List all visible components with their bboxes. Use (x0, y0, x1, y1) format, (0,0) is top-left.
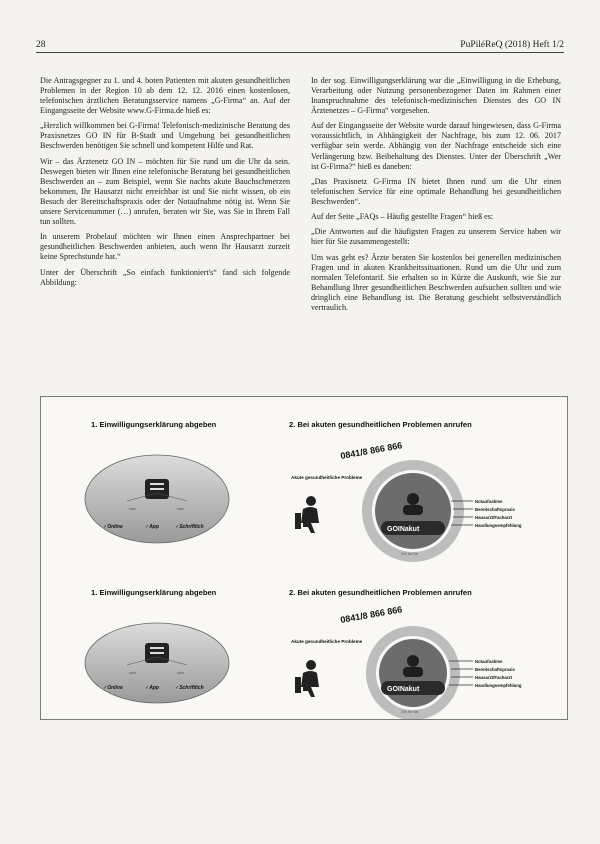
patient-label: Akute gesundheitliche Probleme (291, 475, 363, 480)
or-label: oder (129, 671, 137, 675)
or-label: oder (177, 671, 185, 675)
patient-label: Akute gesundheitliche Probleme (291, 639, 363, 644)
page-header (36, 36, 564, 50)
phone-number: 0841/8 866 866 (339, 604, 403, 625)
option-online: ✓Online (103, 524, 123, 530)
paragraph: In der sog. Einwilligungserklärung war die „Einwilligung in die Erhebung, Verarbeitung oder Nutzung personenbezogener Daten im Rahmen einer Inanspruchnahme des telefonisch-medizinischen Dienstes des GO IN Ärztenetzes – G-Firma“ vorgesehen. (311, 76, 561, 116)
step2-title: 2. Bei akuten gesundheitlichen Problemen anrufen (289, 420, 472, 429)
ring-caption: 24h für Sie (401, 710, 419, 714)
figure-panel-bottom (85, 588, 522, 715)
process-figure (40, 396, 568, 720)
option-app: ✓App (145, 685, 159, 691)
right-column (311, 76, 561, 318)
option-online: ✓Online (103, 685, 123, 691)
step1-title: 1. Einwilligungserklärung abgeben (91, 588, 217, 597)
outcome-item: Notaufnahme (475, 499, 503, 504)
paragraph: Unter der Überschrift „So einfach funktioniert's“ fand sich folgende Abbildung: (40, 267, 290, 287)
paragraph: Auf der Eingangsseite der Website wurde darauf hingewiesen, dass G-Firma voraussichtlich, in Abhängigkeit der Nachfrage, bis zum 12. 06. 2017 verfügbar sein werde. Abhängig von der Nachfrage entscheide sich eine Verlängerung bzw. Beibehaltung des Dienstes. Unter der Überschrift „Wer ist G-Firma?“ hieß es daneben: (311, 121, 561, 171)
or-label: oder (129, 507, 137, 511)
paragraph: „Die Antworten auf die häufigsten Fragen zu unserem Service haben wir hier für Sie zusammengestellt: (311, 227, 561, 247)
patient-icon (295, 496, 319, 533)
step2-title: 2. Bei akuten gesundheitlichen Problemen anrufen (289, 588, 472, 597)
outcome-item: Notaufnahme (475, 659, 503, 664)
outcome-item: Handlungsempfehlung (475, 683, 522, 688)
paragraph: „Das Praxisnetz G-Firma IN bietet Ihnen rund um die Uhr einen telefonischen Service für eine optimale Behandlung bei gesundheitlichen Beschwerden“. (311, 176, 561, 206)
left-column (40, 76, 290, 293)
journal-title: PuPiléReQ (2018) Heft 1/2 (460, 40, 564, 50)
outcome-item: Hausarzt/Facharzt (475, 515, 513, 520)
outcome-item: Bereitschaftspraxis (475, 507, 515, 512)
figure-svg (41, 397, 567, 719)
outcome-item: Hausarzt/Facharzt (475, 675, 513, 680)
outcome-item: Bereitschaftspraxis (475, 667, 515, 672)
phone-number: 0841/8 866 866 (339, 440, 403, 461)
paragraph: Die Antragsgegner zu 1. und 4. boten Patienten mit akuten gesundheitlichen Problemen in der Region 10 ab dem 12. 12. 2016 einen kostenlosen, telefonischen ärztlichen Beratungsservice namens „G-Firma“ an. Auf der Eingangsseite der Website www.G-Firma.de hieß es: (40, 76, 290, 116)
step1-title: 1. Einwilligungserklärung abgeben (91, 420, 217, 429)
header-rule (36, 52, 564, 53)
patient-icon (295, 660, 319, 697)
page-number: 28 (36, 40, 46, 50)
ring-caption: 24h für Sie (401, 552, 419, 556)
or-label: oder (177, 507, 185, 511)
paragraph: „Herzlich willkommen bei G-Firma! Telefonisch-medizinische Beratung des Praxisnetzes GO IN für B-Stadt und Umgebung bei gesundheitlichen Beschwerden benötigen Sie schnell und kompetent Hilfe und Rat. (40, 121, 290, 151)
paragraph: Um was geht es? Ärzte beraten Sie kostenlos bei generellen medizinischen Fragen und in akuten Krankheitssituationen. Rund um die Uhr und zum normalen Telefontarif. Sie erhalten so in Kürze die Auskunft, wie Sie zur Behandlung Ihrer gesundheitlichen Beschwerden aufsuchen sollten und wie dringlich eine Behandlung ist. Die Beratung geschieht selbstverständlich vertraulich. (311, 252, 561, 312)
figure-panel-top (85, 420, 522, 557)
doctor-icon (407, 493, 419, 505)
option-app: ✓App (145, 524, 159, 530)
paragraph: In unserem Probelauf möchten wir Ihnen einen Ansprechpartner bei gesundheitlichen Beschwerden anbieten, auch wenn Ihr Hausarzt zurzeit keine Sprechstunde hat.“ (40, 232, 290, 262)
goin-logo: GOINakut (387, 686, 420, 693)
outcome-item: Handlungsempfehlung (475, 523, 522, 528)
option-written: ✓Schriftlich (175, 524, 204, 530)
paragraph: Auf der Seite „FAQs – Häufig gestellte Fragen“ hieß es: (311, 212, 494, 222)
paragraph: Wir – das Ärztenetz GO IN – möchten für Sie rund um die Uhr da sein. Deswegen bieten wir Ihnen eine telefonische Beratung bei gesundheitlichen Beschwerden an – zum Beispiel, wenn Sie nachts akute Bauchschmerzen bekommen, Ihr Hausarzt nicht erreichbar ist und Sie nicht wissen, ob ein Besuch der Bereitschaftspraxis oder der Notaufnahme nötig ist. Wenn Sie unsere Servicenummer (…) anrufen, beraten wir Sie, was Sie in Ihrem Fall tun sollten. (40, 156, 290, 226)
goin-logo: GOINakut (387, 526, 420, 533)
doctor-icon (407, 655, 419, 667)
option-written: ✓Schriftlich (175, 685, 204, 691)
